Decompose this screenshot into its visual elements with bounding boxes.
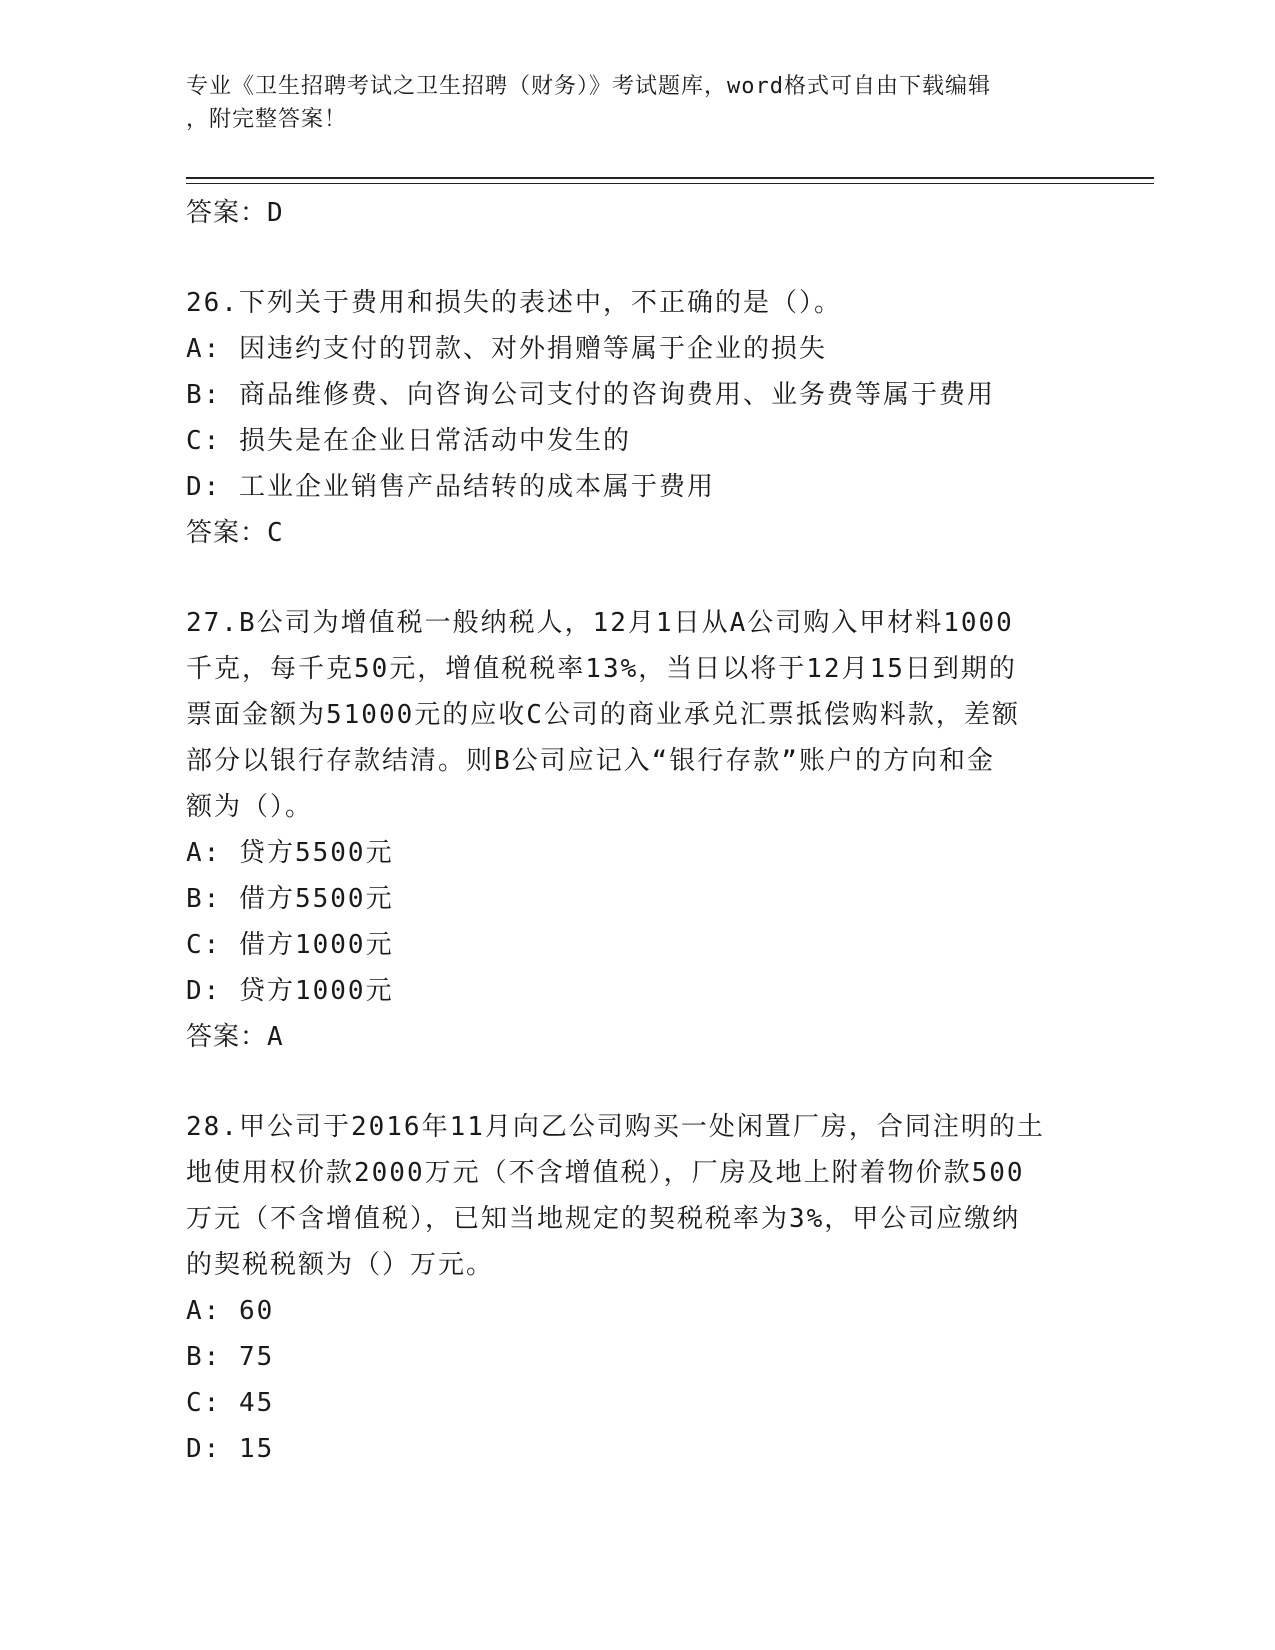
question-26-stem: 26.下列关于费用和损失的表述中，不正确的是（）。 <box>186 288 842 318</box>
question-27-stem-line: 部分以银行存款结清。则B公司应记入“银行存款”账户的方向和金 <box>186 746 995 776</box>
question-27-stem-line: 额为（）。 <box>186 792 314 822</box>
question-28-stem-line: 地使用权价款2000万元（不含增值税），厂房及地上附着物价款500 <box>186 1158 1025 1188</box>
header-line-2: ，附完整答案！ <box>186 107 348 132</box>
question-27-option-a: A: 贷方5500元 <box>186 838 394 868</box>
question-27-stem-line: 票面金额为51000元的应收C公司的商业承兑汇票抵偿购料款，差额 <box>186 700 1020 730</box>
question-27-option-d: D: 贷方1000元 <box>186 976 394 1006</box>
document-header <box>186 70 1066 136</box>
question-28-option-d: D: 15 <box>186 1434 275 1464</box>
question-28 <box>186 1104 1086 1472</box>
question-list <box>186 190 1086 1472</box>
question-28-stem-line: 的契税税额为（）万元。 <box>186 1250 495 1280</box>
question-26-option-d: D: 工业企业销售产品结转的成本属于费用 <box>186 472 715 502</box>
question-28-option-b: B: 75 <box>186 1342 275 1372</box>
question-27-stem-line: 千克，每千克50元，增值税税率13%，当日以将于12月15日到期的 <box>186 654 1017 684</box>
question-26 <box>186 280 1086 556</box>
question-26-option-a: A: 因违约支付的罚款、对外捐赠等属于企业的损失 <box>186 334 827 364</box>
header-divider-thin <box>186 183 1154 184</box>
answer-26: 答案：C <box>186 518 284 548</box>
answer-25: 答案：D <box>186 198 284 228</box>
question-27-option-c: C: 借方1000元 <box>186 930 394 960</box>
header-line-1: 专业《卫生招聘考试之卫生招聘（财务）》考试题库，word格式可自由下载编辑 <box>186 74 991 99</box>
answer-27: 答案：A <box>186 1022 284 1052</box>
question-27-option-b: B: 借方5500元 <box>186 884 394 914</box>
question-27 <box>186 600 1086 1060</box>
question-26-option-b: B: 商品维修费、向咨询公司支付的咨询费用、业务费等属于费用 <box>186 380 995 410</box>
header-divider-thick <box>186 177 1154 179</box>
question-28-option-a: A: 60 <box>186 1296 275 1326</box>
question-26-option-c: C: 损失是在企业日常活动中发生的 <box>186 426 631 456</box>
question-27-stem-line: 27.B公司为增值税一般纳税人，12月1日从A公司购入甲材料1000 <box>186 608 1014 638</box>
question-28-stem-line: 28.甲公司于2016年11月向乙公司购买一处闲置厂房，合同注明的土 <box>186 1112 1045 1142</box>
question-28-option-c: C: 45 <box>186 1388 275 1418</box>
question-28-stem-line: 万元（不含增值税），已知当地规定的契税税率为3%，甲公司应缴纳 <box>186 1204 1021 1234</box>
